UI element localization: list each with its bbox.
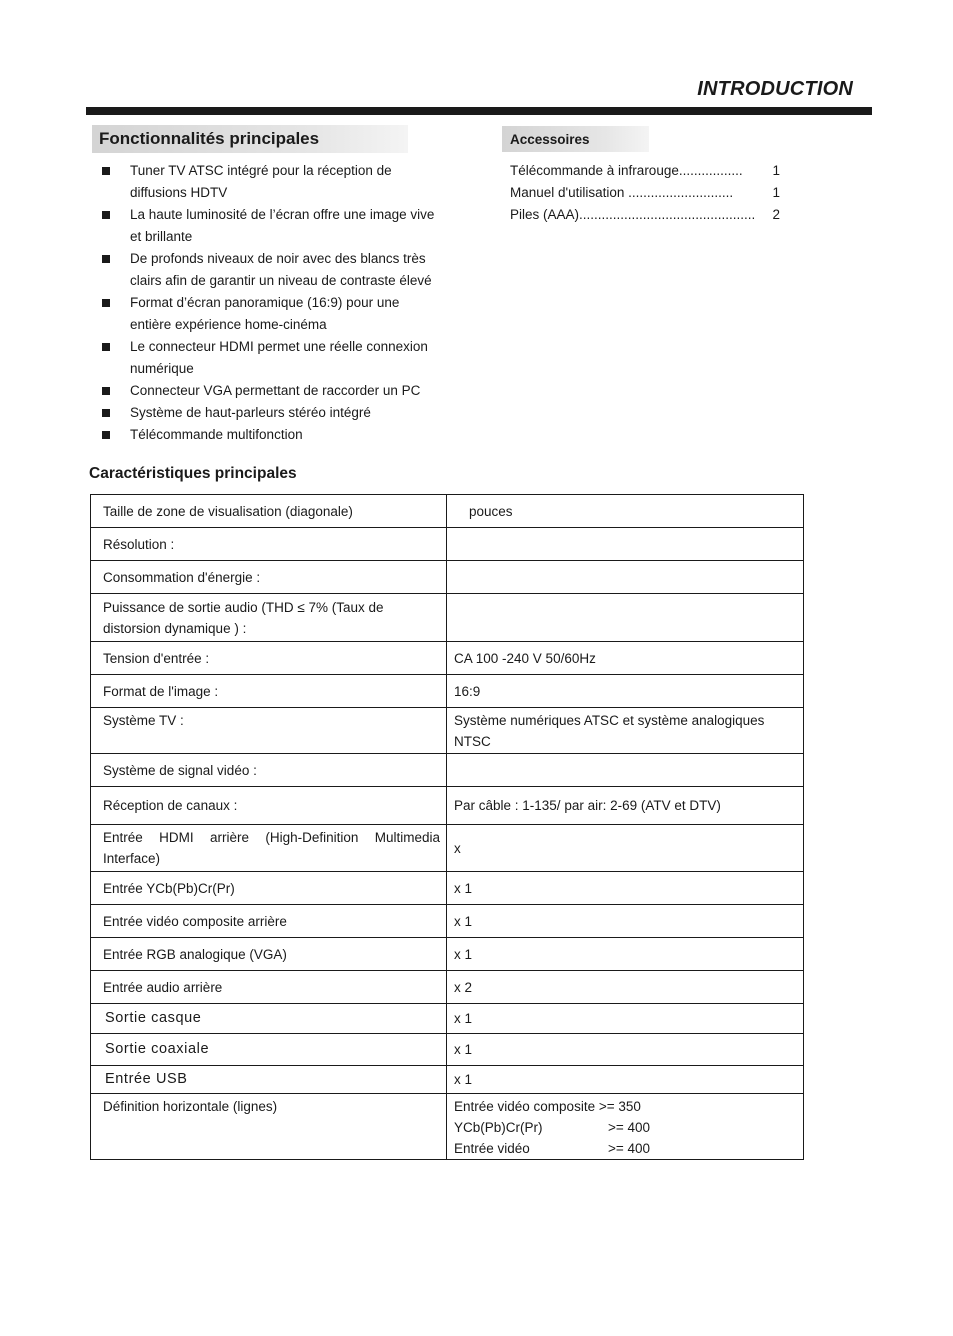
spec-label: Entrée vidéo composite arrière	[103, 913, 287, 929]
table-row	[91, 675, 804, 708]
spec-label-cell	[91, 905, 447, 938]
spec-label: Entrée audio arrière	[103, 979, 223, 995]
spec-label-cell	[91, 971, 447, 1004]
spec-label-cell	[91, 1094, 447, 1160]
spec-value-cell	[447, 708, 804, 754]
feature-item	[100, 380, 460, 402]
spec-label-cell	[91, 787, 447, 825]
spec-value-pair	[454, 1117, 797, 1138]
spec-value: x	[454, 840, 461, 856]
spec-value: x 2	[454, 979, 473, 995]
spec-value-pair	[454, 1138, 797, 1159]
square-bullet-icon	[102, 299, 110, 307]
spec-label-cell	[91, 642, 447, 675]
table-row	[91, 1066, 804, 1094]
feature-item	[100, 204, 460, 248]
spec-value-key: Entrée vidéo	[454, 1141, 530, 1156]
feature-text-line: Format d’écran panoramique (16:9) pour une	[130, 295, 400, 310]
spec-value-cell	[447, 1004, 804, 1034]
feature-text-line: entière expérience home-cinéma	[130, 317, 327, 332]
accessory-quantity: 1	[772, 185, 780, 200]
feature-text-line: Connecteur VGA permettant de raccorder un PC	[130, 383, 421, 398]
spec-label: Interface)	[103, 851, 161, 866]
spec-label: Définition horizontale (lignes)	[103, 1099, 278, 1114]
table-row	[91, 528, 804, 561]
table-row	[91, 495, 804, 528]
table-row	[91, 642, 804, 675]
table-row	[91, 825, 804, 872]
square-bullet-icon	[102, 387, 110, 395]
feature-item	[100, 292, 460, 336]
spec-label-cell	[91, 561, 447, 594]
spec-value: Par câble : 1-135/ par air: 2-69 (ATV et DTV)	[454, 798, 721, 813]
spec-label: Taille de zone de visualisation (diagonale)	[103, 503, 353, 519]
feature-text-line: Tuner TV ATSC intégré pour la réception de	[130, 163, 392, 178]
accessory-item	[510, 204, 782, 226]
accessories-banner	[502, 126, 649, 152]
spec-value-cell	[447, 594, 804, 642]
spec-label: Consommation d'énergie :	[103, 569, 261, 585]
spec-label-cell	[91, 1066, 447, 1094]
features-section-banner	[92, 125, 408, 153]
spec-label: Puissance de sortie audio (THD ≤ 7% (Taux de	[103, 599, 384, 615]
accessory-item	[510, 182, 782, 204]
feature-item	[100, 424, 460, 446]
feature-item	[100, 402, 460, 424]
spec-label-cell	[91, 1004, 447, 1034]
page-header-title: INTRODUCTION	[697, 78, 853, 100]
accessory-label: Manuel d'utilisation ............................	[510, 185, 734, 200]
spec-label-cell	[91, 825, 447, 872]
spec-value: pouces	[454, 503, 513, 519]
table-row	[91, 872, 804, 905]
spec-value: x 1	[454, 913, 473, 929]
spec-value-cell	[447, 1094, 804, 1160]
spec-value: CA 100 -240 V 50/60Hz	[454, 650, 596, 666]
spec-label-cell	[91, 1034, 447, 1066]
spec-value-cell	[447, 1034, 804, 1066]
spec-value-cell	[447, 872, 804, 905]
accessory-quantity: 2	[772, 207, 780, 222]
spec-value: x 1	[454, 1042, 473, 1057]
spec-value-cell	[447, 938, 804, 971]
table-row	[91, 1034, 804, 1066]
spec-label-cell	[91, 754, 447, 787]
feature-item	[100, 160, 460, 204]
table-row	[91, 754, 804, 787]
spec-value-cell	[447, 905, 804, 938]
spec-label: Entrée HDMI arrière (High-Definition Multimedia	[103, 830, 440, 845]
spec-value: Système numériques ATSC et système analogiques	[454, 713, 765, 728]
spec-value-cell	[447, 561, 804, 594]
table-row	[91, 787, 804, 825]
spec-value-cell	[447, 675, 804, 708]
table-row	[91, 594, 804, 642]
feature-text-line: numérique	[130, 361, 194, 376]
spec-label: Sortie casque	[105, 1010, 202, 1026]
spec-value: x 1	[454, 1072, 473, 1087]
spec-value: NTSC	[454, 734, 491, 749]
accessory-quantity: 1	[772, 163, 780, 178]
feature-text-line: clairs afin de garantir un niveau de contraste élevé	[130, 273, 432, 288]
features-section-title: Fonctionnalités principales	[99, 129, 320, 148]
feature-text-line: Le connecteur HDMI permet une réelle connexion	[130, 339, 428, 354]
feature-item	[100, 336, 460, 380]
spec-value: Entrée vidéo composite >= 350	[454, 1099, 641, 1114]
feature-text-line: diffusions HDTV	[130, 185, 228, 200]
spec-label-cell	[91, 938, 447, 971]
feature-text-line: Système de haut-parleurs stéréo intégré	[130, 405, 371, 420]
spec-value-cell	[447, 971, 804, 1004]
spec-value: x 1	[454, 880, 473, 896]
spec-value-cell	[447, 754, 804, 787]
spec-value-amount: >= 400	[608, 1141, 651, 1156]
header-rule	[86, 107, 872, 115]
accessory-item	[510, 160, 782, 182]
feature-text-line: Télécommande multifonction	[130, 427, 303, 442]
spec-value-cell	[447, 495, 804, 528]
spec-value-key: YCb(Pb)Cr(Pr)	[454, 1120, 543, 1135]
feature-text-line: La haute luminosité de l’écran offre une image vive	[130, 207, 435, 222]
square-bullet-icon	[102, 431, 110, 439]
feature-item	[100, 248, 460, 292]
spec-label: Format de l'image :	[103, 683, 219, 699]
accessories-title: Accessoires	[510, 132, 590, 147]
feature-text-line: De profonds niveaux de noir avec des blancs très	[130, 251, 426, 266]
spec-label-cell	[91, 495, 447, 528]
spec-label-cell	[91, 594, 447, 642]
spec-label-cell	[91, 872, 447, 905]
square-bullet-icon	[102, 255, 110, 263]
spec-value-cell	[447, 642, 804, 675]
accessories-list	[510, 160, 782, 226]
spec-label-cell	[91, 708, 447, 754]
square-bullet-icon	[102, 167, 110, 175]
spec-label: Système TV :	[103, 713, 184, 728]
spec-label: Entrée RGB analogique (VGA)	[103, 946, 287, 962]
spec-label-cell	[91, 528, 447, 561]
spec-value-cell	[447, 787, 804, 825]
specs-table	[90, 494, 804, 1160]
table-row	[91, 561, 804, 594]
feature-text-line: et brillante	[130, 229, 193, 244]
spec-label: Résolution :	[103, 536, 175, 552]
spec-label: Système de signal vidéo :	[103, 762, 257, 778]
spec-label: Sortie coaxiale	[105, 1041, 210, 1057]
spec-value: x 1	[454, 1011, 473, 1026]
spec-value-amount: >= 400	[608, 1120, 651, 1135]
spec-label: Entrée USB	[105, 1071, 188, 1087]
table-row	[91, 938, 804, 971]
spec-label: Entrée YCb(Pb)Cr(Pr)	[103, 880, 235, 896]
accessory-label: Piles (AAA)...............................................	[510, 207, 756, 222]
table-row	[91, 1094, 804, 1160]
table-row	[91, 708, 804, 754]
specs-title: Caractéristiques principales	[89, 465, 297, 482]
spec-label-cell	[91, 675, 447, 708]
spec-value: 16:9	[454, 683, 481, 699]
spec-label: Tension d'entrée :	[103, 650, 210, 666]
table-row	[91, 971, 804, 1004]
square-bullet-icon	[102, 343, 110, 351]
features-list	[100, 160, 460, 446]
spec-value-cell	[447, 528, 804, 561]
spec-label: Réception de canaux :	[103, 798, 238, 813]
square-bullet-icon	[102, 409, 110, 417]
spec-value-cell	[447, 825, 804, 872]
table-row	[91, 1004, 804, 1034]
spec-value: x 1	[454, 946, 473, 962]
spec-label: distorsion dynamique ) :	[103, 620, 247, 636]
spec-value-cell	[447, 1066, 804, 1094]
table-row	[91, 905, 804, 938]
accessory-label: Télécommande à infrarouge.................	[510, 163, 743, 178]
square-bullet-icon	[102, 211, 110, 219]
